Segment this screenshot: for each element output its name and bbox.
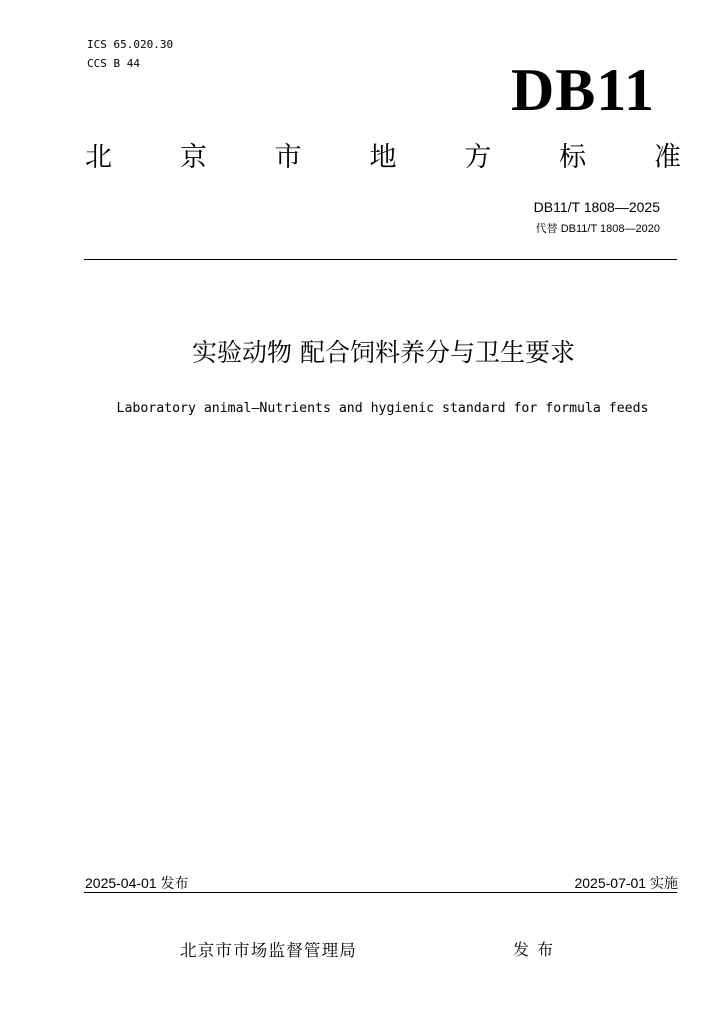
replaces-standard: 代替 DB11/T 1808—2020 [535,223,660,235]
standard-type-char: 方 [464,142,492,173]
db11-logo: DB11 [510,57,655,123]
issue-date: 2025-04-01 发布 [85,875,189,891]
title-chinese: 实验动物 配合饲料养分与卫生要求 [192,338,575,367]
standard-type-heading [85,140,681,176]
standard-type-char: 北 [85,142,112,173]
standard-type-char: 京 [179,142,207,173]
ics-code: ICS 65.020.30 [87,38,174,51]
standard-type-char: 市 [274,142,302,173]
standard-type-char: 准 [653,142,681,173]
title-english: Laboratory animal—Nutrients and hygienic standard for formula feeds [116,401,649,416]
standard-type-char: 地 [369,142,397,173]
standard-type-char: 标 [559,142,587,173]
ccs-code: CCS B 44 [87,57,140,70]
bottom-divider [84,892,677,893]
publish-label: 发布 [513,940,562,959]
issuing-authority: 北京市市场监督管理局 [180,941,357,960]
implementation-date: 2025-07-01 实施 [574,875,678,891]
standard-number: DB11/T 1808—2025 [533,199,660,215]
top-divider [84,259,677,260]
